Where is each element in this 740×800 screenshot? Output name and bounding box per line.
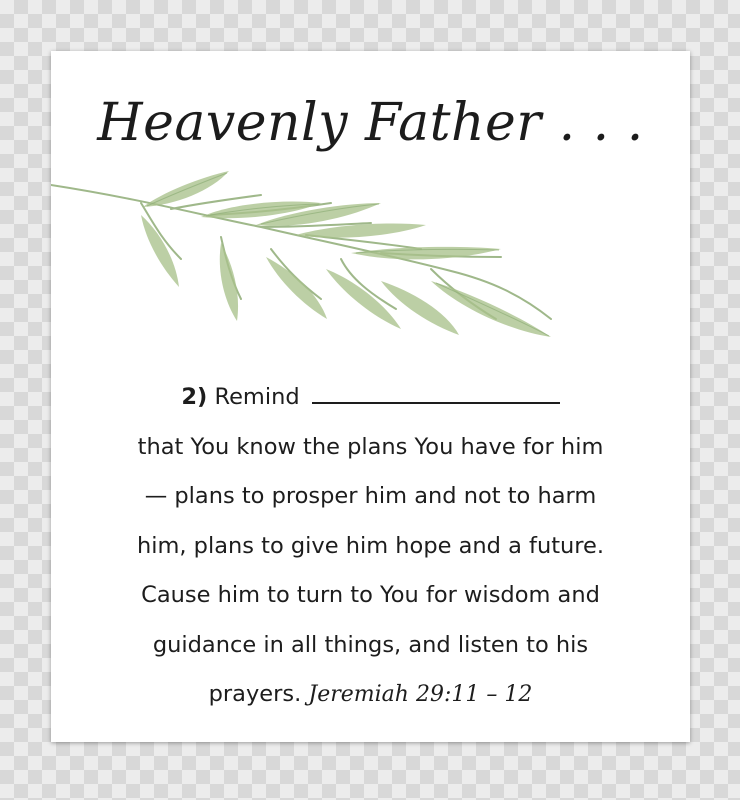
prayer-line: Cause him to turn to You for wisdom and	[141, 582, 600, 608]
name-blank-line	[312, 402, 560, 404]
scripture-reference: Jeremiah 29:11 – 12	[308, 682, 533, 707]
prayer-line: guidance in all things, and listen to his	[152, 631, 589, 658]
prayer-number: 2)	[181, 384, 208, 410]
prayer-text	[71, 373, 670, 720]
prayer-line: — plans to prosper him and not to harm	[144, 483, 597, 509]
prayer-first-line	[71, 373, 670, 423]
prayer-closing: prayers.	[208, 681, 302, 707]
prayer-last-line	[71, 670, 670, 720]
card-title: Heavenly Father . . .	[97, 93, 644, 153]
prayer-line: him, plans to give him hope and a future.	[136, 532, 605, 559]
prayer-line: that You know the plans You have for him	[137, 433, 604, 460]
prayer-card	[51, 51, 690, 742]
olive-branch-icon	[51, 169, 571, 354]
prayer-lead: Remind	[214, 384, 300, 410]
